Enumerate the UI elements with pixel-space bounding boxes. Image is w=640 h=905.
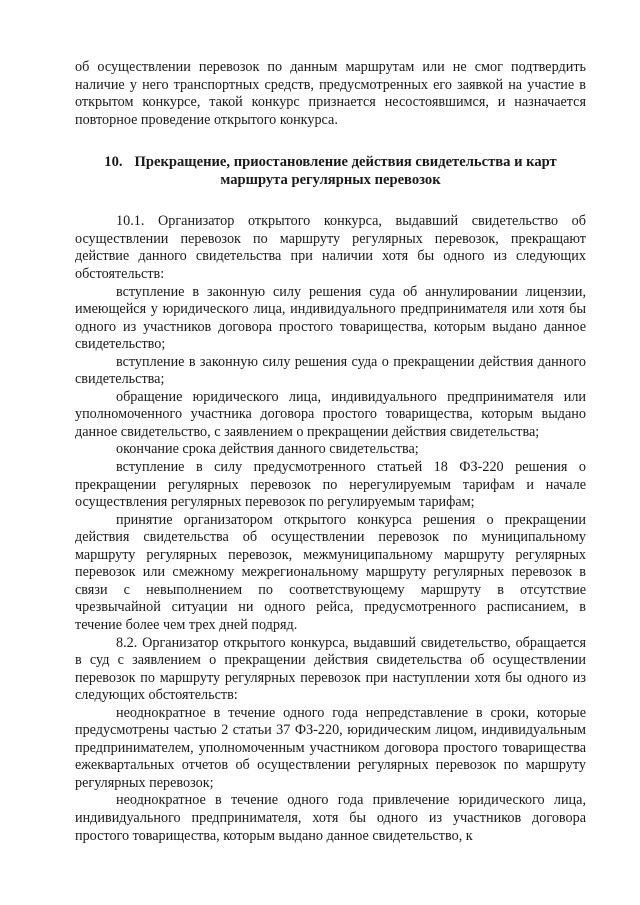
document-page (75, 59, 586, 845)
paragraph-8-2: 8.2. Организатор открытого конкурса, выдавший свидетельство, обращается в суд с заявлением о прекращении действия свидетельства об осуществлении перевозок по маршруту регулярных перевозок при наступлении хотя бы одного из следующих обстоятельств: (75, 634, 586, 704)
list-item-reports: неоднократное в течение одного года непредставление в сроки, которые предусмотрены частью 2 статьи 37 ФЗ-220, юридическим лицом, индивидуальным предпринимателем, уполномоченным участником договора простого товарищества ежеквартальных отчетов об осуществлении регулярных перевозок по маршруту регулярных перевозок; (75, 704, 586, 791)
section-heading (75, 154, 586, 189)
list-item-regulated-tariffs: вступление в силу предусмотренного статьей 18 ФЗ-220 решения о прекращении регулярных перевозок по нерегулируемым тарифам и начале осуществления регулярных перевозок по регулируемым тарифам; (75, 459, 586, 511)
list-item-expiry: окончание срока действия данного свидетельства; (116, 441, 419, 458)
list-item-nonperformance: принятие организатором открытого конкурса решения о прекращении действия свидетельства об осуществлении перевозок по муниципальному маршруту регулярных перевозок, межмуниципальному маршруту регулярных перевозок или смежному межрегиональному маршруту регулярных перевозок в связи с невыполнением по соответствующему маршруту в отсутствие чрезвычайной ситуации ни одного рейса, предусмотренного расписанием, в течение более чем трех дней подряд. (75, 511, 586, 633)
list-item-license-annulment: вступление в законную силу решения суда об аннулировании лицензии, имеющейся у юридического лица, индивидуального предпринимателя или хотя бы одного из участников договора простого товарищества, которым выдано данное свидетельство; (75, 283, 586, 353)
intro-paragraph: об осуществлении перевозок по данным маршрутам или не смог подтвердить наличие у него транспортных средств, предусмотренных его заявкой на участие в открытом конкурсе, такой конкурс признается несостоявшимся, и назначается повторное проведение открытого конкурса. (75, 59, 586, 128)
list-item-application: обращение юридического лица, индивидуального предпринимателя или уполномоченного участника договора простого товарищества, которым выдано данное свидетельство, с заявлением о прекращении действия свидетельства; (75, 388, 586, 440)
section-title: Прекращение, приостановление действия свидетельства и карт маршрута регулярных перевозок (134, 154, 557, 188)
paragraph-10-1: 10.1. Организатор открытого конкурса, выдавший свидетельство об осуществлении перевозок по маршруту регулярных перевозок, прекращают действие данного свидетельства при наличии хотя бы одного из следующих обстоятельств: (75, 213, 586, 283)
list-item-liability: неоднократное в течение одного года привлечение юридического лица, индивидуального предпринимателя, хотя бы одного из участников договора простого товарищества, которым выдано данное свидетельство, к (75, 792, 586, 844)
list-item-court-termination: вступление в законную силу решения суда о прекращении действия данного свидетельства; (75, 353, 586, 388)
section-number: 10. (104, 154, 123, 171)
